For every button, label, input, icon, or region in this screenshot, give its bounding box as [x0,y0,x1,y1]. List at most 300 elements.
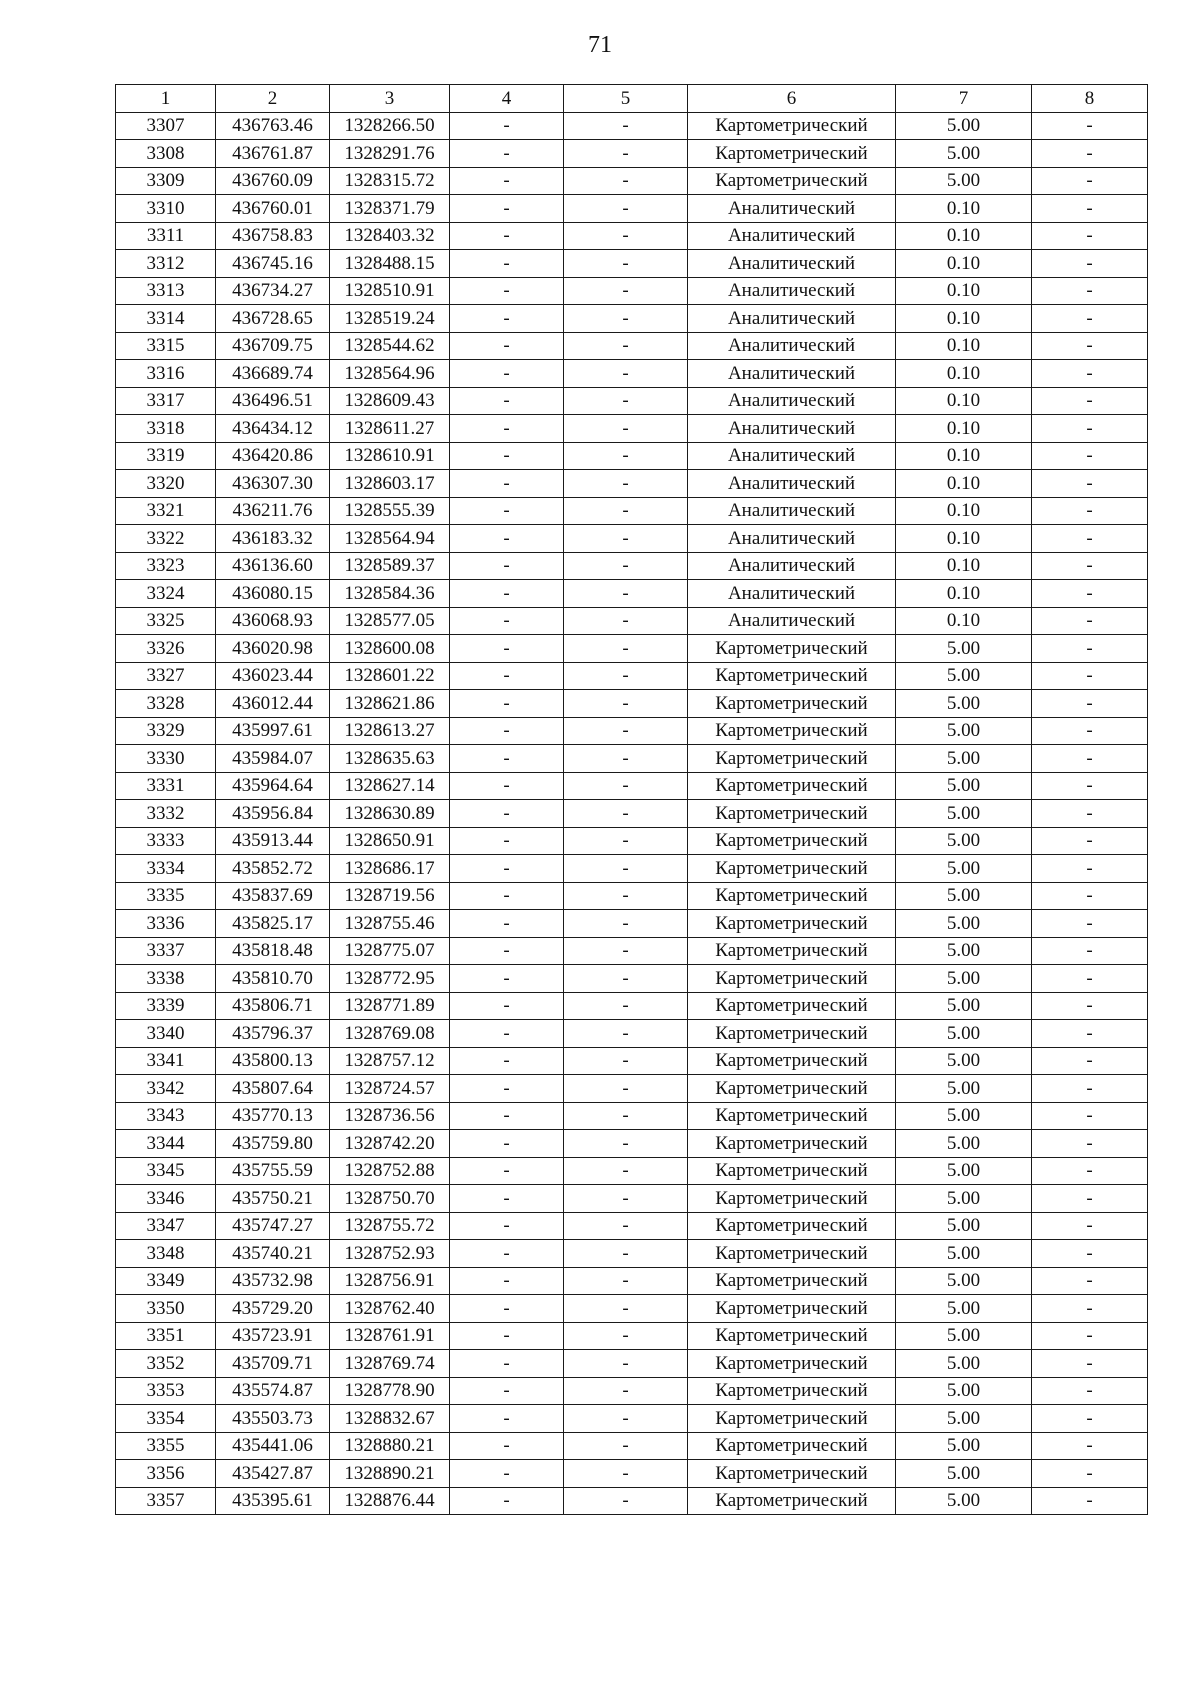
accuracy-cell: 5.00 [896,1487,1032,1515]
col4-cell: - [450,690,564,718]
accuracy-cell: 0.10 [896,525,1032,553]
x-coordinate-cell: 436760.09 [216,167,330,195]
point-number-cell: 3312 [116,250,216,278]
method-cell: Картометрический [688,1405,896,1433]
col5-cell: - [564,140,688,168]
x-coordinate-cell: 436496.51 [216,387,330,415]
accuracy-cell: 5.00 [896,1377,1032,1405]
table-row [116,277,1148,305]
col4-cell: - [450,305,564,333]
y-coordinate-cell: 1328832.67 [330,1405,450,1433]
point-number-cell: 3350 [116,1295,216,1323]
y-coordinate-cell: 1328890.21 [330,1460,450,1488]
point-number-cell: 3332 [116,800,216,828]
point-number-cell: 3326 [116,635,216,663]
table-row [116,525,1148,553]
accuracy-cell: 0.10 [896,607,1032,635]
col4-cell: - [450,525,564,553]
col8-cell: - [1032,772,1148,800]
table-row [116,1487,1148,1515]
x-coordinate-cell: 435837.69 [216,882,330,910]
x-coordinate-cell: 435913.44 [216,827,330,855]
col4-cell: - [450,112,564,140]
point-number-cell: 3345 [116,1157,216,1185]
y-coordinate-cell: 1328756.91 [330,1267,450,1295]
col8-cell: - [1032,332,1148,360]
x-coordinate-cell: 436763.46 [216,112,330,140]
col4-cell: - [450,360,564,388]
y-coordinate-cell: 1328577.05 [330,607,450,635]
col4-cell: - [450,1322,564,1350]
table-row [116,360,1148,388]
col5-cell: - [564,1295,688,1323]
table-row [116,195,1148,223]
col8-cell: - [1032,800,1148,828]
point-number-cell: 3339 [116,992,216,1020]
col5-cell: - [564,1350,688,1378]
y-coordinate-cell: 1328627.14 [330,772,450,800]
x-coordinate-cell: 436434.12 [216,415,330,443]
col4-cell: - [450,140,564,168]
x-coordinate-cell: 436734.27 [216,277,330,305]
point-number-cell: 3308 [116,140,216,168]
accuracy-cell: 5.00 [896,635,1032,663]
col8-cell: - [1032,552,1148,580]
point-number-cell: 3327 [116,662,216,690]
point-number-cell: 3344 [116,1130,216,1158]
table-row [116,1047,1148,1075]
point-number-cell: 3331 [116,772,216,800]
accuracy-cell: 0.10 [896,195,1032,223]
table-row [116,882,1148,910]
table-row [116,1350,1148,1378]
col5-cell: - [564,772,688,800]
method-cell: Картометрический [688,635,896,663]
col4-cell: - [450,910,564,938]
accuracy-cell: 5.00 [896,992,1032,1020]
table-row [116,662,1148,690]
col5-cell: - [564,580,688,608]
x-coordinate-cell: 435750.21 [216,1185,330,1213]
point-number-cell: 3325 [116,607,216,635]
col4-cell: - [450,827,564,855]
table-row [116,965,1148,993]
col4-cell: - [450,1267,564,1295]
y-coordinate-cell: 1328724.57 [330,1075,450,1103]
col5-cell: - [564,1185,688,1213]
col5-cell: - [564,992,688,1020]
x-coordinate-cell: 435807.64 [216,1075,330,1103]
x-coordinate-cell: 435800.13 [216,1047,330,1075]
accuracy-cell: 0.10 [896,415,1032,443]
y-coordinate-cell: 1328778.90 [330,1377,450,1405]
method-cell: Картометрический [688,1432,896,1460]
method-cell: Аналитический [688,607,896,635]
col5-cell: - [564,167,688,195]
x-coordinate-cell: 436183.32 [216,525,330,553]
table-row [116,827,1148,855]
col5-cell: - [564,1405,688,1433]
table-row [116,1130,1148,1158]
point-number-cell: 3356 [116,1460,216,1488]
point-number-cell: 3318 [116,415,216,443]
table-row [116,910,1148,938]
accuracy-cell: 5.00 [896,1267,1032,1295]
col4-cell: - [450,1020,564,1048]
col4-cell: - [450,222,564,250]
table-row [116,140,1148,168]
y-coordinate-cell: 1328621.86 [330,690,450,718]
col5-cell: - [564,1212,688,1240]
col4-cell: - [450,1130,564,1158]
col5-cell: - [564,1460,688,1488]
col5-cell: - [564,1130,688,1158]
y-coordinate-cell: 1328876.44 [330,1487,450,1515]
table-row [116,1240,1148,1268]
col4-cell: - [450,1240,564,1268]
col4-cell: - [450,1102,564,1130]
accuracy-cell: 5.00 [896,1322,1032,1350]
x-coordinate-cell: 436020.98 [216,635,330,663]
col5-cell: - [564,800,688,828]
x-coordinate-cell: 435427.87 [216,1460,330,1488]
method-cell: Картометрический [688,140,896,168]
accuracy-cell: 5.00 [896,662,1032,690]
point-number-cell: 3319 [116,442,216,470]
col4-cell: - [450,800,564,828]
table-row [116,690,1148,718]
accuracy-cell: 5.00 [896,937,1032,965]
accuracy-cell: 5.00 [896,1240,1032,1268]
table-row [116,1020,1148,1048]
method-cell: Картометрический [688,662,896,690]
table-row [116,332,1148,360]
table-row [116,415,1148,443]
method-cell: Аналитический [688,442,896,470]
accuracy-cell: 5.00 [896,965,1032,993]
coordinates-table [115,84,1148,1515]
x-coordinate-cell: 435770.13 [216,1102,330,1130]
y-coordinate-cell: 1328564.94 [330,525,450,553]
x-coordinate-cell: 435852.72 [216,855,330,883]
col5-cell: - [564,525,688,553]
col8-cell: - [1032,910,1148,938]
column-header: 5 [564,85,688,113]
col5-cell: - [564,662,688,690]
col8-cell: - [1032,525,1148,553]
table-row [116,442,1148,470]
y-coordinate-cell: 1328769.74 [330,1350,450,1378]
x-coordinate-cell: 436012.44 [216,690,330,718]
method-cell: Аналитический [688,470,896,498]
method-cell: Картометрический [688,1075,896,1103]
col8-cell: - [1032,1295,1148,1323]
col8-cell: - [1032,1267,1148,1295]
accuracy-cell: 0.10 [896,332,1032,360]
col4-cell: - [450,882,564,910]
point-number-cell: 3310 [116,195,216,223]
accuracy-cell: 5.00 [896,1350,1032,1378]
col8-cell: - [1032,470,1148,498]
x-coordinate-cell: 435740.21 [216,1240,330,1268]
accuracy-cell: 0.10 [896,470,1032,498]
accuracy-cell: 5.00 [896,1432,1032,1460]
accuracy-cell: 0.10 [896,222,1032,250]
method-cell: Аналитический [688,415,896,443]
x-coordinate-cell: 436758.83 [216,222,330,250]
point-number-cell: 3338 [116,965,216,993]
x-coordinate-cell: 436307.30 [216,470,330,498]
y-coordinate-cell: 1328880.21 [330,1432,450,1460]
point-number-cell: 3342 [116,1075,216,1103]
col8-cell: - [1032,745,1148,773]
y-coordinate-cell: 1328555.39 [330,497,450,525]
y-coordinate-cell: 1328613.27 [330,717,450,745]
table-header [116,85,1148,113]
table-row [116,1102,1148,1130]
accuracy-cell: 5.00 [896,1130,1032,1158]
method-cell: Картометрический [688,772,896,800]
column-header: 3 [330,85,450,113]
x-coordinate-cell: 435796.37 [216,1020,330,1048]
table-row [116,1185,1148,1213]
table-row [116,250,1148,278]
col4-cell: - [450,442,564,470]
method-cell: Картометрический [688,1460,896,1488]
method-cell: Картометрический [688,1020,896,1048]
y-coordinate-cell: 1328772.95 [330,965,450,993]
point-number-cell: 3316 [116,360,216,388]
x-coordinate-cell: 436709.75 [216,332,330,360]
col8-cell: - [1032,1432,1148,1460]
col4-cell: - [450,965,564,993]
table-row [116,800,1148,828]
point-number-cell: 3321 [116,497,216,525]
accuracy-cell: 0.10 [896,387,1032,415]
accuracy-cell: 5.00 [896,745,1032,773]
col5-cell: - [564,1487,688,1515]
page-number: 71 [588,32,612,58]
method-cell: Картометрический [688,1102,896,1130]
col4-cell: - [450,635,564,663]
y-coordinate-cell: 1328755.46 [330,910,450,938]
col8-cell: - [1032,1377,1148,1405]
table-row [116,1377,1148,1405]
method-cell: Картометрический [688,965,896,993]
point-number-cell: 3353 [116,1377,216,1405]
col5-cell: - [564,277,688,305]
method-cell: Картометрический [688,1240,896,1268]
y-coordinate-cell: 1328544.62 [330,332,450,360]
col8-cell: - [1032,1075,1148,1103]
column-header: 7 [896,85,1032,113]
col4-cell: - [450,1460,564,1488]
table-row [116,1432,1148,1460]
col4-cell: - [450,387,564,415]
col8-cell: - [1032,1130,1148,1158]
y-coordinate-cell: 1328609.43 [330,387,450,415]
x-coordinate-cell: 435810.70 [216,965,330,993]
y-coordinate-cell: 1328510.91 [330,277,450,305]
x-coordinate-cell: 435818.48 [216,937,330,965]
col4-cell: - [450,277,564,305]
col8-cell: - [1032,497,1148,525]
col8-cell: - [1032,415,1148,443]
col8-cell: - [1032,222,1148,250]
col8-cell: - [1032,937,1148,965]
accuracy-cell: 5.00 [896,800,1032,828]
x-coordinate-cell: 436761.87 [216,140,330,168]
col5-cell: - [564,305,688,333]
table-row [116,717,1148,745]
col8-cell: - [1032,1350,1148,1378]
x-coordinate-cell: 435395.61 [216,1487,330,1515]
method-cell: Аналитический [688,305,896,333]
col5-cell: - [564,607,688,635]
col4-cell: - [450,1157,564,1185]
point-number-cell: 3343 [116,1102,216,1130]
accuracy-cell: 5.00 [896,1102,1032,1130]
column-header: 4 [450,85,564,113]
y-coordinate-cell: 1328610.91 [330,442,450,470]
col5-cell: - [564,250,688,278]
col4-cell: - [450,1350,564,1378]
column-header: 1 [116,85,216,113]
accuracy-cell: 5.00 [896,827,1032,855]
accuracy-cell: 5.00 [896,140,1032,168]
col5-cell: - [564,1047,688,1075]
col5-cell: - [564,910,688,938]
point-number-cell: 3329 [116,717,216,745]
col5-cell: - [564,1157,688,1185]
col4-cell: - [450,1212,564,1240]
col8-cell: - [1032,277,1148,305]
table-row [116,1212,1148,1240]
point-number-cell: 3355 [116,1432,216,1460]
col5-cell: - [564,112,688,140]
method-cell: Картометрический [688,1185,896,1213]
col4-cell: - [450,580,564,608]
x-coordinate-cell: 435732.98 [216,1267,330,1295]
y-coordinate-cell: 1328742.20 [330,1130,450,1158]
col8-cell: - [1032,635,1148,663]
col5-cell: - [564,222,688,250]
y-coordinate-cell: 1328611.27 [330,415,450,443]
method-cell: Картометрический [688,992,896,1020]
accuracy-cell: 5.00 [896,1185,1032,1213]
point-number-cell: 3354 [116,1405,216,1433]
col4-cell: - [450,1295,564,1323]
y-coordinate-cell: 1328719.56 [330,882,450,910]
accuracy-cell: 5.00 [896,112,1032,140]
accuracy-cell: 0.10 [896,360,1032,388]
accuracy-cell: 5.00 [896,1212,1032,1240]
col8-cell: - [1032,855,1148,883]
column-header: 6 [688,85,896,113]
accuracy-cell: 5.00 [896,1295,1032,1323]
col8-cell: - [1032,442,1148,470]
y-coordinate-cell: 1328519.24 [330,305,450,333]
method-cell: Картометрический [688,1377,896,1405]
table-row [116,1322,1148,1350]
y-coordinate-cell: 1328584.36 [330,580,450,608]
col8-cell: - [1032,387,1148,415]
x-coordinate-cell: 435729.20 [216,1295,330,1323]
col5-cell: - [564,855,688,883]
table-row [116,1075,1148,1103]
col8-cell: - [1032,140,1148,168]
accuracy-cell: 5.00 [896,910,1032,938]
method-cell: Картометрический [688,167,896,195]
accuracy-cell: 5.00 [896,167,1032,195]
table-row [116,1405,1148,1433]
table-row [116,607,1148,635]
y-coordinate-cell: 1328761.91 [330,1322,450,1350]
method-cell: Аналитический [688,195,896,223]
table-row [116,305,1148,333]
y-coordinate-cell: 1328291.76 [330,140,450,168]
x-coordinate-cell: 435709.71 [216,1350,330,1378]
accuracy-cell: 0.10 [896,552,1032,580]
col4-cell: - [450,415,564,443]
col4-cell: - [450,662,564,690]
method-cell: Картометрический [688,1487,896,1515]
method-cell: Аналитический [688,580,896,608]
accuracy-cell: 5.00 [896,1460,1032,1488]
point-number-cell: 3328 [116,690,216,718]
col5-cell: - [564,387,688,415]
point-number-cell: 3351 [116,1322,216,1350]
point-number-cell: 3323 [116,552,216,580]
point-number-cell: 3337 [116,937,216,965]
method-cell: Аналитический [688,277,896,305]
col4-cell: - [450,470,564,498]
method-cell: Аналитический [688,552,896,580]
col5-cell: - [564,882,688,910]
x-coordinate-cell: 435759.80 [216,1130,330,1158]
y-coordinate-cell: 1328266.50 [330,112,450,140]
point-number-cell: 3307 [116,112,216,140]
x-coordinate-cell: 435723.91 [216,1322,330,1350]
y-coordinate-cell: 1328686.17 [330,855,450,883]
point-number-cell: 3352 [116,1350,216,1378]
x-coordinate-cell: 436080.15 [216,580,330,608]
method-cell: Картометрический [688,1322,896,1350]
table-row [116,167,1148,195]
table-row [116,580,1148,608]
col5-cell: - [564,827,688,855]
col5-cell: - [564,497,688,525]
col5-cell: - [564,360,688,388]
col4-cell: - [450,1405,564,1433]
table-row [116,1460,1148,1488]
col5-cell: - [564,332,688,360]
method-cell: Картометрический [688,937,896,965]
col5-cell: - [564,1432,688,1460]
y-coordinate-cell: 1328589.37 [330,552,450,580]
x-coordinate-cell: 436136.60 [216,552,330,580]
point-number-cell: 3335 [116,882,216,910]
col5-cell: - [564,965,688,993]
x-coordinate-cell: 436760.01 [216,195,330,223]
accuracy-cell: 5.00 [896,1157,1032,1185]
y-coordinate-cell: 1328750.70 [330,1185,450,1213]
x-coordinate-cell: 435806.71 [216,992,330,1020]
method-cell: Картометрический [688,745,896,773]
table-row [116,1157,1148,1185]
x-coordinate-cell: 435956.84 [216,800,330,828]
col5-cell: - [564,1075,688,1103]
